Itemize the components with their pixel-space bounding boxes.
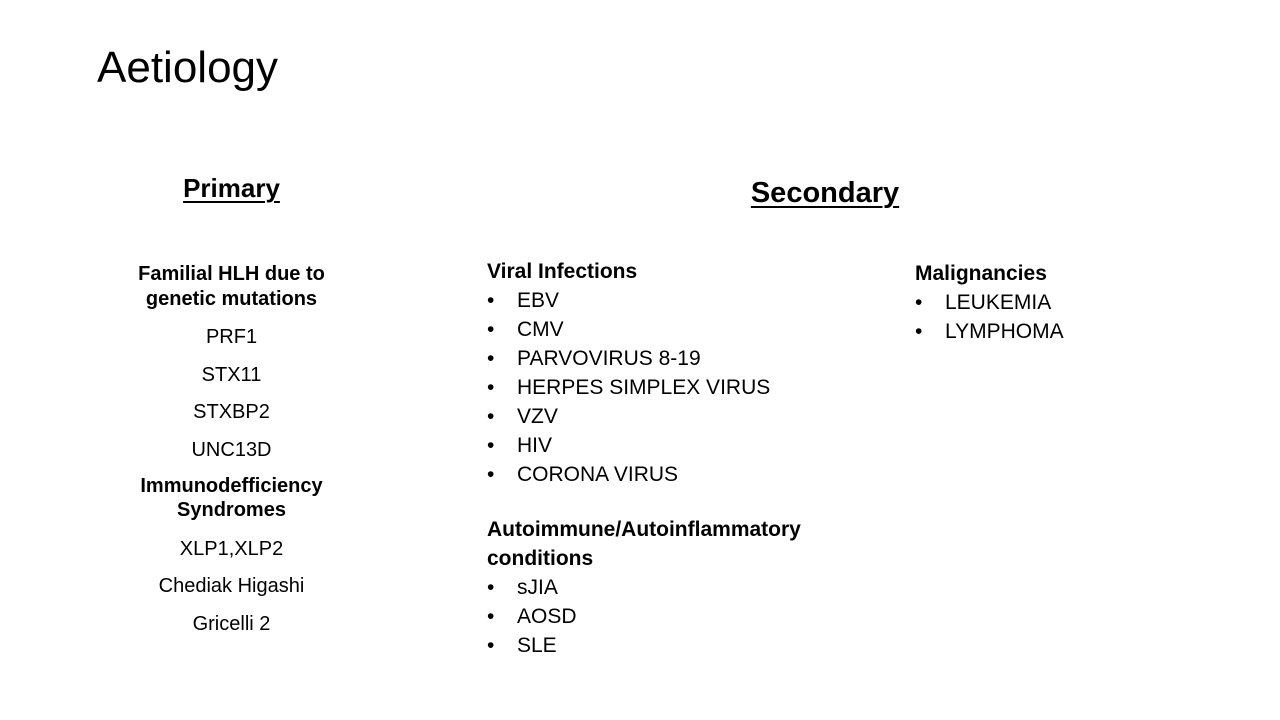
list-item-label: EBV xyxy=(517,289,560,312)
list-item-label: LEUKEMIA xyxy=(945,291,1052,314)
list-item xyxy=(915,317,1215,346)
list-item xyxy=(487,286,887,315)
immuno-item: XLP1,XLP2 xyxy=(179,537,284,560)
immuno-item: Gricelli 2 xyxy=(192,612,271,635)
autoimmune-block xyxy=(487,515,887,660)
bullet-icon: • xyxy=(487,376,495,399)
viral-infections-title: Viral Infections xyxy=(487,260,638,283)
bullet-icon: • xyxy=(915,291,923,314)
list-item-label: HERPES SIMPLEX VIRUS xyxy=(517,376,771,399)
malignancies-list xyxy=(915,288,1215,346)
list-item xyxy=(487,602,887,631)
gene-item: UNC13D xyxy=(191,438,272,461)
list-item-label: HIV xyxy=(517,434,553,457)
list-item xyxy=(487,344,887,373)
list-item-label: CORONA VIRUS xyxy=(517,463,679,486)
viral-infections-block xyxy=(487,257,887,489)
familial-hlh-title: Familial HLH due to genetic mutations xyxy=(138,263,325,310)
bullet-icon: • xyxy=(487,605,495,628)
immunodeficiency-title: Immunodefficiency Syndromes xyxy=(140,474,323,522)
bullet-icon: • xyxy=(487,463,495,486)
malignancies-title: Malignancies xyxy=(915,262,1047,285)
primary-column xyxy=(131,262,332,636)
bullet-icon: • xyxy=(487,289,495,312)
secondary-heading: Secondary xyxy=(750,177,900,209)
list-item-label: AOSD xyxy=(517,605,577,628)
list-item xyxy=(487,431,887,460)
list-item-label: CMV xyxy=(517,318,564,341)
bullet-icon: • xyxy=(487,434,495,457)
list-item xyxy=(487,631,887,660)
immuno-item: Chediak Higashi xyxy=(158,575,305,598)
malignancies-block xyxy=(915,259,1215,346)
bullet-icon: • xyxy=(915,320,923,343)
gene-item: STXBP2 xyxy=(193,401,270,424)
gene-item: PRF1 xyxy=(205,326,258,348)
list-item xyxy=(487,573,887,602)
bullet-icon: • xyxy=(487,576,495,599)
bullet-icon: • xyxy=(487,634,495,657)
autoimmune-list xyxy=(487,573,887,660)
list-item xyxy=(487,315,887,344)
bullet-icon: • xyxy=(487,405,495,428)
list-item-label: PARVOVIRUS 8-19 xyxy=(517,347,701,370)
autoimmune-title: Autoimmune/Autoinflammatory conditions xyxy=(487,518,801,570)
list-item-label: sJIA xyxy=(517,576,558,599)
bullet-icon: • xyxy=(487,347,495,370)
list-item xyxy=(487,402,887,431)
bullet-icon: • xyxy=(487,318,495,341)
primary-heading: Primary xyxy=(183,173,280,203)
gene-item: STX11 xyxy=(201,363,262,386)
list-item xyxy=(487,373,887,402)
viral-infections-list xyxy=(487,286,887,489)
slide-title: Aetiology xyxy=(97,43,279,92)
list-item-label: LYMPHOMA xyxy=(945,320,1064,343)
list-item xyxy=(487,460,887,489)
list-item xyxy=(915,288,1215,317)
list-item-label: SLE xyxy=(517,634,557,657)
list-item-label: VZV xyxy=(517,405,558,428)
